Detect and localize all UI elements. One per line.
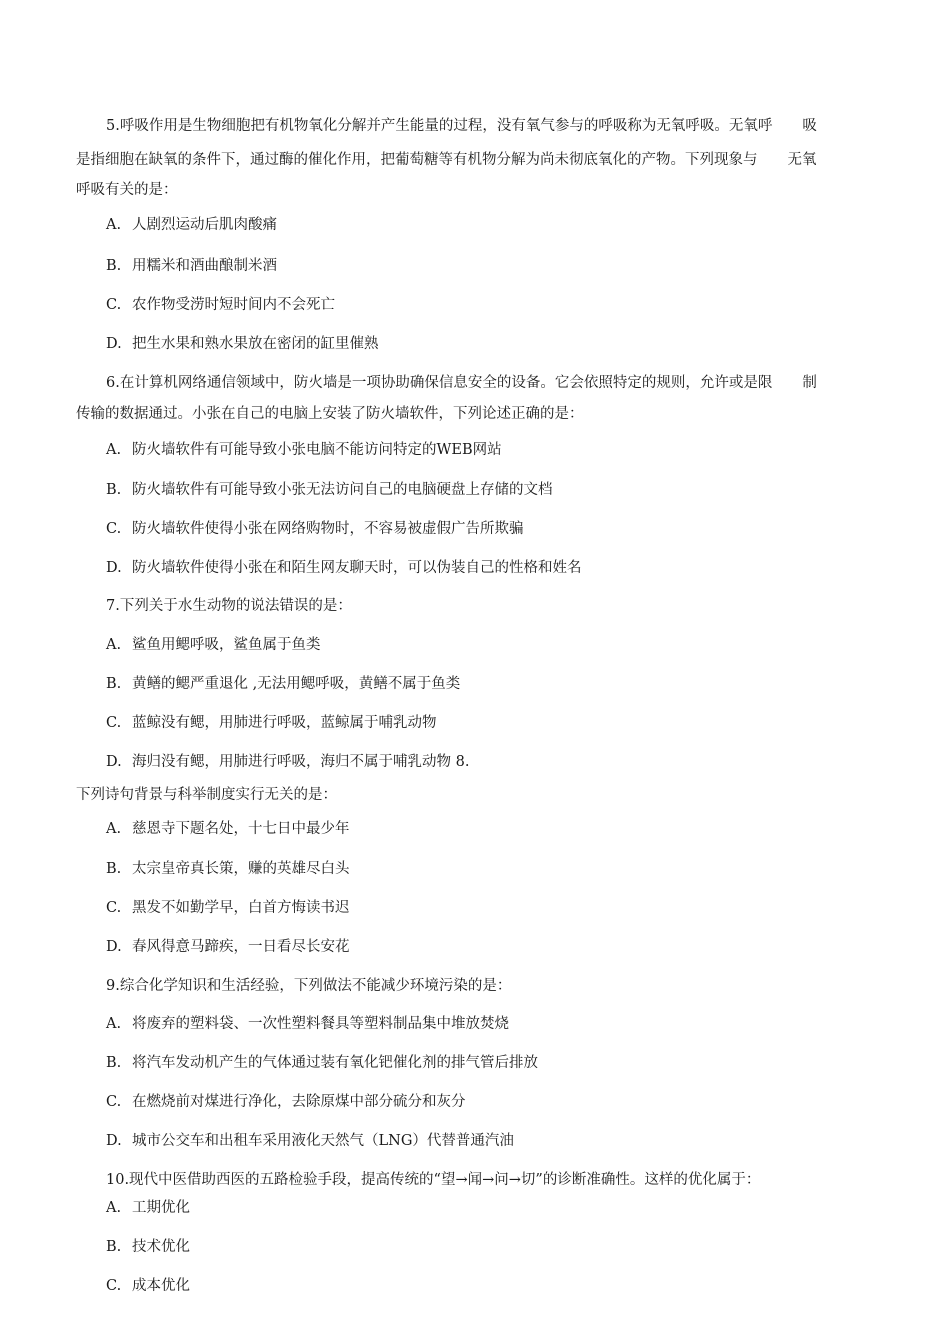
- q10-option-a: [106, 1198, 190, 1218]
- q7-stem-line-1: 7.下列关于水生动物的说法错误的是：: [106, 598, 352, 614]
- option-text: 慈恩寺下题名处，十七日中最少年: [132, 821, 350, 837]
- option-text: 技术优化: [132, 1239, 190, 1255]
- q6-stem-line-2: 传输的数据通过。小张在自己的电脑上安装了防火墙软件，下列论述正确的是：: [76, 406, 584, 422]
- option-text: 春风得意马蹄疾，一日看尽长安花: [132, 939, 350, 955]
- q6-stem-text: 6.在计算机网络通信领域中，防火墙是一项协助确保信息安全的设备。它会依照特定的规则，允许或是限: [106, 375, 773, 391]
- q5-stem-tail: 吸: [802, 118, 817, 134]
- q5-stem-line-3: 呼吸有关的是：: [76, 182, 178, 198]
- option-letter: C.: [106, 1094, 122, 1110]
- option-letter: D.: [106, 336, 122, 352]
- option-letter: B.: [106, 1055, 122, 1071]
- option-text: 在燃烧前对煤进行净化，去除原煤中部分硫分和灰分: [132, 1094, 466, 1110]
- option-text: 太宗皇帝真长策，赚的英雄尽白头: [132, 861, 350, 877]
- q8-option-c: [106, 898, 350, 918]
- option-letter: B.: [106, 1239, 122, 1255]
- q5-stem-line-1: [106, 116, 817, 136]
- option-text: 防火墙软件使得小张在网络购物时，不容易被虚假广告所欺骗: [132, 521, 524, 537]
- q9-stem-line-1: 9.综合化学知识和生活经验，下列做法不能减少环境污染的是：: [106, 978, 512, 994]
- option-letter: D.: [106, 754, 122, 770]
- option-text: 用糯米和酒曲酿制米酒: [132, 258, 277, 274]
- q7-option-b: [106, 674, 460, 694]
- option-letter: D.: [106, 939, 122, 955]
- q6-option-a: [106, 440, 502, 460]
- q9-option-d: [106, 1131, 514, 1151]
- q6-option-d: [106, 558, 582, 578]
- q5-option-d: [106, 334, 379, 354]
- q10-stem-line-1: 10.现代中医借助西医的五路检验手段，提高传统的“望→闻→问→切”的诊断准确性。这样的优化属于：: [106, 1172, 761, 1188]
- option-text: 黑发不如勤学早，白首方悔读书迟: [132, 900, 350, 916]
- option-text: 海归没有鳃，用肺进行呼吸，海归不属于哺乳动物 8.: [132, 754, 470, 770]
- option-text: 蓝鲸没有鳃，用肺进行呼吸，蓝鲸属于哺乳动物: [132, 715, 437, 731]
- q5-stem-line-2: [76, 150, 817, 170]
- q6-option-c: [106, 519, 524, 539]
- option-text: 农作物受涝时短时间内不会死亡: [132, 297, 335, 313]
- option-letter: B.: [106, 258, 122, 274]
- option-text: 人剧烈运动后肌肉酸痛: [132, 217, 277, 233]
- option-letter: B.: [106, 482, 122, 498]
- q7-option-c: [106, 713, 437, 733]
- option-text: 工期优化: [132, 1200, 190, 1216]
- q9-option-c: [106, 1092, 466, 1112]
- option-letter: C.: [106, 900, 122, 916]
- q9-option-a: [106, 1014, 509, 1034]
- option-text: 黄鳝的鳃严重退化 ,无法用鳃呼吸，黄鳝不属于鱼类: [132, 676, 461, 692]
- q9-option-b: [106, 1053, 538, 1073]
- q10-option-b: [106, 1237, 190, 1257]
- q5-stem-tail: 无氧: [787, 152, 817, 168]
- option-letter: D.: [106, 560, 122, 576]
- option-letter: B.: [106, 861, 122, 877]
- option-letter: A.: [106, 821, 122, 837]
- q5-stem-text: 是指细胞在缺氧的条件下，通过酶的催化作用，把葡萄糖等有机物分解为尚未彻底氧化的产物。下列现象与: [76, 152, 758, 168]
- option-text: 城市公交车和出租车采用液化天然气（LNG）代替普通汽油: [132, 1133, 514, 1149]
- q5-option-a: [106, 215, 277, 235]
- q6-stem-tail: 制: [802, 375, 817, 391]
- option-text: 成本优化: [132, 1278, 190, 1294]
- option-text: 防火墙软件使得小张在和陌生网友聊天时，可以伪装自己的性格和姓名: [132, 560, 582, 576]
- q6-stem-line-1: [106, 373, 817, 393]
- q8-option-a: [106, 819, 350, 839]
- option-letter: A.: [106, 637, 122, 653]
- option-text: 防火墙软件有可能导致小张电脑不能访问特定的WEB网站: [132, 442, 502, 458]
- q6-option-b: [106, 480, 553, 500]
- option-letter: A.: [106, 1016, 122, 1032]
- q5-option-c: [106, 295, 335, 315]
- option-text: 防火墙软件有可能导致小张无法访问自己的电脑硬盘上存储的文档: [132, 482, 553, 498]
- option-text: 把生水果和熟水果放在密闭的缸里催熟: [132, 336, 379, 352]
- q10-option-c: [106, 1276, 190, 1296]
- option-letter: C.: [106, 521, 122, 537]
- option-letter: B.: [106, 676, 122, 692]
- option-letter: D.: [106, 1133, 122, 1149]
- option-text: 将废弃的塑料袋、一次性塑料餐具等塑料制品集中堆放焚烧: [132, 1016, 509, 1032]
- q8-option-b: [106, 859, 350, 879]
- q5-stem-text: 5.呼吸作用是生物细胞把有机物氧化分解并产生能量的过程，没有氧气参与的呼吸称为无氧呼吸。无氧呼: [106, 118, 773, 134]
- option-text: 将汽车发动机产生的气体通过装有氧化钯催化剂的排气管后排放: [132, 1055, 538, 1071]
- q7-option-d: [106, 752, 469, 772]
- option-letter: C.: [106, 1278, 122, 1294]
- option-letter: A.: [106, 217, 122, 233]
- q8-option-d: [106, 937, 350, 957]
- option-letter: A.: [106, 442, 122, 458]
- option-letter: C.: [106, 297, 122, 313]
- q7-option-a: [106, 635, 321, 655]
- q8-stem-line-1: 下列诗句背景与科举制度实行无关的是：: [76, 787, 337, 803]
- option-text: 鲨鱼用鳃呼吸，鲨鱼属于鱼类: [132, 637, 321, 653]
- option-letter: A.: [106, 1200, 122, 1216]
- q5-option-b: [106, 256, 277, 276]
- option-letter: C.: [106, 715, 122, 731]
